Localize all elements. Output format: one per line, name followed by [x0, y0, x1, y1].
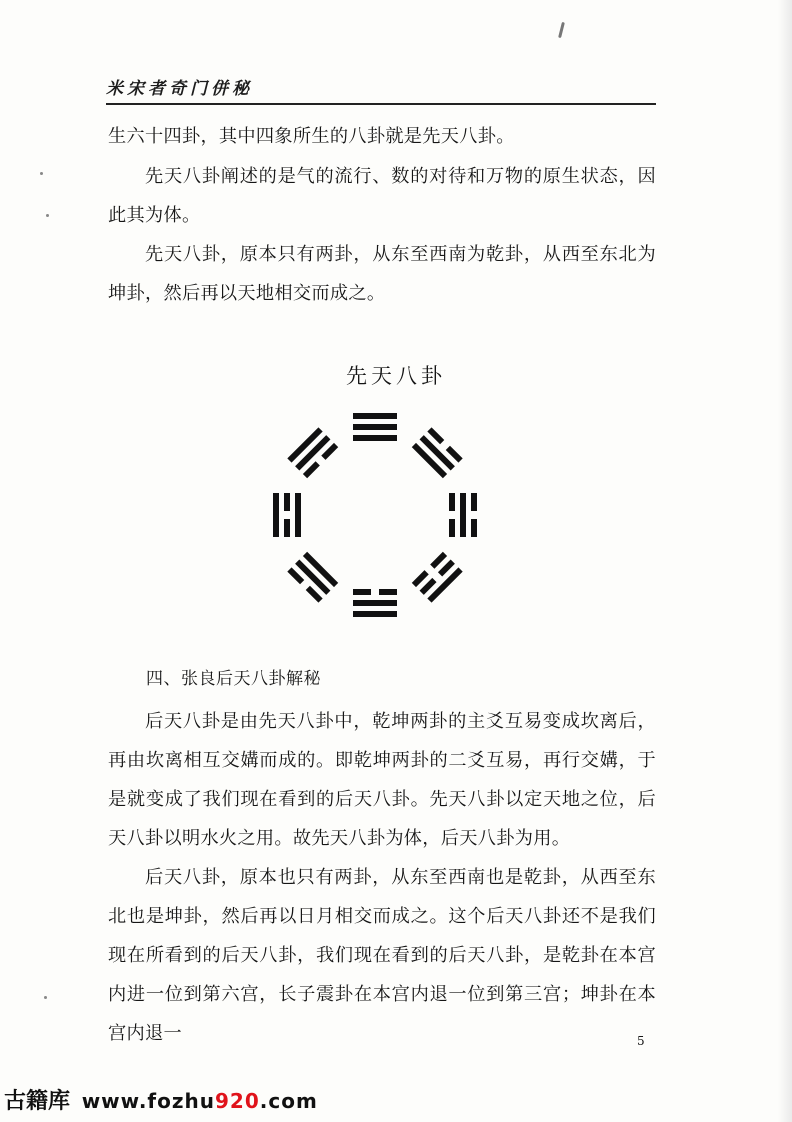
yang-line	[353, 424, 397, 430]
yin-line-segment	[471, 519, 477, 537]
yin-line-segment	[449, 519, 455, 537]
footer-watermark	[4, 1084, 318, 1115]
bagua-diagram	[255, 405, 495, 625]
yang-line	[353, 435, 397, 441]
yin-line-segment	[284, 493, 290, 511]
paragraph-2: 先天八卦阐述的是气的流行、数的对待和万物的原生状态，因此其为体。	[108, 166, 656, 226]
footer-site	[82, 1089, 318, 1113]
diagram-title: 先天八卦	[346, 364, 446, 388]
yin-line-segment	[353, 589, 371, 595]
trigram-dui	[287, 427, 338, 478]
trigram-gen	[412, 552, 463, 603]
ink-mark	[558, 22, 565, 38]
footer-site-accent: 920	[215, 1089, 260, 1113]
yin-line-segment	[379, 589, 397, 595]
trigram-qian	[353, 413, 397, 441]
paragraph-4: 后天八卦是由先天八卦中，乾坤两卦的主爻互易变成坎离后，再由坎离相互交媾而成的。即乾坤两卦的二爻互易，再行交媾，于是就变成了我们现在看到的后天八卦。先天八卦以定天地之位，后天八卦以明水火之用。故先天八卦为体，后天八卦为用。	[108, 711, 656, 849]
trigram-zhen	[287, 552, 338, 603]
footer-site-prefix: www.fozhu	[81, 1089, 215, 1113]
trigram-li	[273, 493, 301, 537]
yin-line-segment	[471, 493, 477, 511]
yang-line	[353, 611, 397, 617]
trigram-group	[273, 413, 477, 617]
trigram-kan	[449, 493, 477, 537]
running-header: 米宋者奇门併秘	[106, 79, 253, 99]
paragraph-5: 后天八卦，原本也只有两卦，从东至西南也是乾卦，从西至东北也是坤卦，然后再以日月相交而成之。这个后天八卦还不是我们现在所看到的后天八卦，我们现在看到的后天八卦，是乾卦在本宫内进一位到第六宫，长子震卦在本宫内退一位到第三宫；坤卦在本宫内退一	[108, 867, 656, 1044]
paragraph-1: 生六十四卦，其中四象所生的八卦就是先天八卦。	[108, 126, 515, 147]
section-title: 四、张良后天八卦解秘	[146, 669, 321, 689]
yang-line	[460, 493, 466, 537]
yang-line	[353, 413, 397, 419]
page-edge-shadow	[778, 0, 792, 1122]
yang-line	[295, 493, 301, 537]
yin-line-segment	[449, 493, 455, 511]
yang-line	[353, 600, 397, 606]
trigram-kun	[353, 589, 397, 617]
yang-line	[273, 493, 279, 537]
scan-speck	[46, 214, 49, 217]
footer-site-suffix: .com	[259, 1089, 318, 1113]
trigram-xun	[412, 427, 463, 478]
paragraph-3: 先天八卦，原本只有两卦，从东至西南为乾卦，从西至东北为坤卦，然后再以天地相交而成之。	[108, 244, 656, 304]
footer-brand-name: 古籍库	[4, 1089, 71, 1114]
page-number: 5	[637, 1034, 645, 1048]
scan-speck	[40, 172, 43, 175]
scan-speck	[44, 996, 47, 999]
yin-line-segment	[284, 519, 290, 537]
header-rule	[106, 103, 656, 105]
